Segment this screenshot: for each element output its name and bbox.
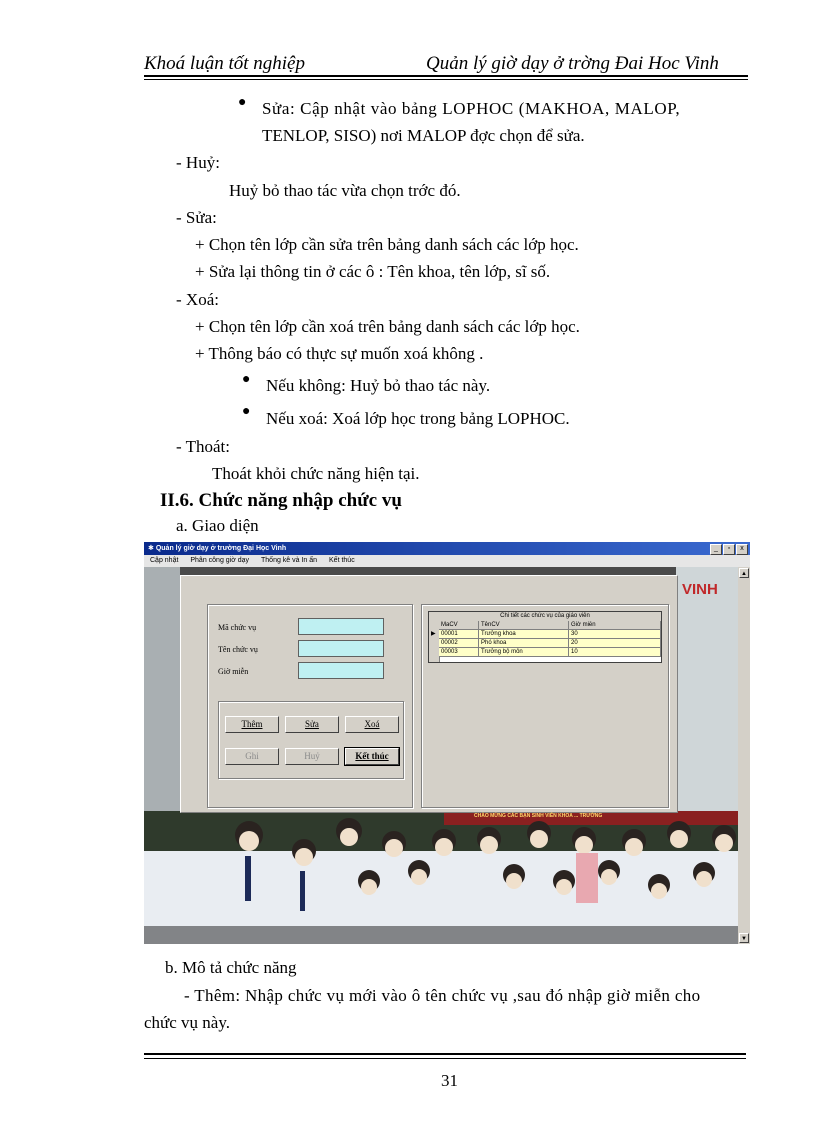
bullet-icon: ● bbox=[242, 372, 251, 387]
sua-item-2: + Sửa lại thông tin ở các ô : Tên khoa, tên lớp, sĩ số. bbox=[195, 262, 551, 281]
sub-heading-b: b. Mô tả chức năng bbox=[165, 958, 297, 977]
thoat-text: Thoát khỏi chức năng hiện tại. bbox=[212, 464, 420, 483]
input-group bbox=[207, 604, 413, 808]
thoat-heading: - Thoát: bbox=[176, 437, 230, 456]
app-screenshot bbox=[144, 542, 750, 944]
bullet-icon: ● bbox=[242, 404, 251, 419]
table-cell[interactable]: 20 bbox=[569, 639, 661, 648]
menu-bar bbox=[144, 555, 750, 567]
huy-text: Huỷ bỏ thao tác vừa chọn trớc đó. bbox=[229, 181, 461, 200]
app-title: Quản lý giờ dạy ở trường Đại Học Vinh bbox=[155, 545, 287, 552]
label-ten-chuc-vu: Tên chức vụ bbox=[218, 645, 258, 654]
them-line-1: - Thêm: Nhập chức vụ mới vào ô tên chức vụ ,sau đó nhập giờ miễn cho bbox=[184, 986, 701, 1005]
scroll-up-icon[interactable]: ▲ bbox=[739, 568, 749, 578]
bullet-icon: ● bbox=[238, 95, 247, 110]
sua-button[interactable]: Sửa bbox=[285, 716, 339, 733]
ten-chuc-vu-field[interactable] bbox=[298, 640, 384, 657]
student-group-photo bbox=[144, 811, 750, 944]
huy-heading: - Huỷ: bbox=[176, 153, 220, 172]
background-building-right bbox=[676, 567, 738, 811]
sub-heading-a: a. Giao diện bbox=[176, 516, 259, 535]
table-cell[interactable]: Trưởng khoa bbox=[479, 630, 569, 639]
menu-cap-nhat[interactable]: Cập nhật bbox=[150, 557, 179, 564]
huy-button[interactable]: Huỷ bbox=[285, 748, 339, 765]
photo-banner-text: CHÀO MỪNG CÁC BẠN SINH VIÊN KHOA ... TRƯỜNG bbox=[474, 813, 603, 819]
sua-item-1: + Chọn tên lớp cần sửa trên bảng danh sách các lớp học. bbox=[195, 235, 579, 254]
button-group bbox=[218, 701, 404, 779]
table-cell[interactable]: 30 bbox=[569, 630, 661, 639]
ket-thuc-button[interactable]: Kết thúc bbox=[345, 748, 399, 765]
header-rule-thin bbox=[144, 79, 748, 80]
them-button[interactable]: Thêm bbox=[225, 716, 279, 733]
xoa-button[interactable]: Xoá bbox=[345, 716, 399, 733]
xoa-bullet-2: Nếu xoá: Xoá lớp học trong bảng LOPHOC. bbox=[266, 409, 570, 428]
vinh-banner: VINH bbox=[682, 581, 718, 598]
table-cell[interactable]: 00002 bbox=[439, 639, 479, 648]
xoa-heading: - Xoá: bbox=[176, 290, 219, 309]
background-building bbox=[144, 567, 180, 811]
ghi-button[interactable]: Ghi bbox=[225, 748, 279, 765]
gio-mien-field[interactable] bbox=[298, 662, 384, 679]
table-cell[interactable]: 00001 bbox=[439, 630, 479, 639]
xoa-item-1: + Chọn tên lớp cần xoá trên bảng danh sách các lớp học. bbox=[195, 317, 580, 336]
vertical-scrollbar[interactable] bbox=[738, 567, 750, 944]
ma-chuc-vu-field[interactable] bbox=[298, 618, 384, 635]
header-rule bbox=[144, 75, 748, 77]
scroll-down-icon[interactable]: ▼ bbox=[739, 933, 749, 943]
footer-rule bbox=[144, 1053, 746, 1055]
table-cell[interactable]: 00003 bbox=[439, 648, 479, 657]
them-line-2: chức vụ này. bbox=[144, 1013, 230, 1032]
xoa-item-2: + Thông báo có thực sự muốn xoá không . bbox=[195, 344, 484, 363]
maximize-button[interactable]: ▫ bbox=[723, 544, 735, 555]
col-header-gio-mien[interactable]: Giờ miễn bbox=[569, 621, 661, 630]
menu-phan-cong[interactable]: Phân công giờ dạy bbox=[190, 557, 250, 564]
sua-bullet-line2: TENLOP, SISO) nơi MALOP đợc chọn để sửa. bbox=[262, 126, 585, 145]
close-button[interactable]: x bbox=[736, 544, 748, 555]
xoa-bullet-1: Nếu không: Huỷ bỏ thao tác này. bbox=[266, 376, 491, 395]
table-cell[interactable]: Trưởng bộ môn bbox=[479, 648, 569, 657]
footer-rule-thin bbox=[144, 1058, 746, 1059]
header-right: Quản lý giờ dạy ở trờng Đai Hoc Vinh bbox=[426, 53, 719, 74]
minimize-button[interactable]: _ bbox=[710, 544, 722, 555]
col-header-tencv[interactable]: TênCV bbox=[479, 621, 569, 630]
label-gio-mien: Giờ miễn bbox=[218, 667, 249, 676]
label-ma-chuc-vu: Mã chức vụ bbox=[218, 623, 257, 632]
section-heading: II.6. Chức năng nhập chức vụ bbox=[160, 490, 402, 511]
grid-group bbox=[421, 604, 669, 808]
app-titlebar bbox=[144, 542, 750, 555]
menu-thong-ke[interactable]: Thống kê và In ấn bbox=[261, 557, 318, 564]
grid-caption: Chi tiết các chức vụ của giáo viên bbox=[429, 612, 661, 622]
menu-ket-thuc[interactable]: Kết thúc bbox=[329, 557, 355, 564]
col-header-macv[interactable]: MaCV bbox=[439, 621, 479, 630]
table-cell[interactable]: 10 bbox=[569, 648, 661, 657]
app-icon: ✱ bbox=[148, 545, 154, 552]
table-cell[interactable]: Phó khoa bbox=[479, 639, 569, 648]
header-left: Khoá luận tốt nghiệp bbox=[144, 53, 305, 74]
current-row-icon: ▶ bbox=[431, 631, 436, 637]
page-number: 31 bbox=[441, 1071, 458, 1090]
chuc-vu-grid[interactable] bbox=[428, 611, 662, 663]
sua-bullet-line1: Sửa: Cập nhật vào bảng LOPHOC (MAKHOA, MALOP, bbox=[262, 99, 681, 118]
sua-heading: - Sửa: bbox=[176, 208, 217, 227]
form-panel bbox=[180, 575, 678, 813]
